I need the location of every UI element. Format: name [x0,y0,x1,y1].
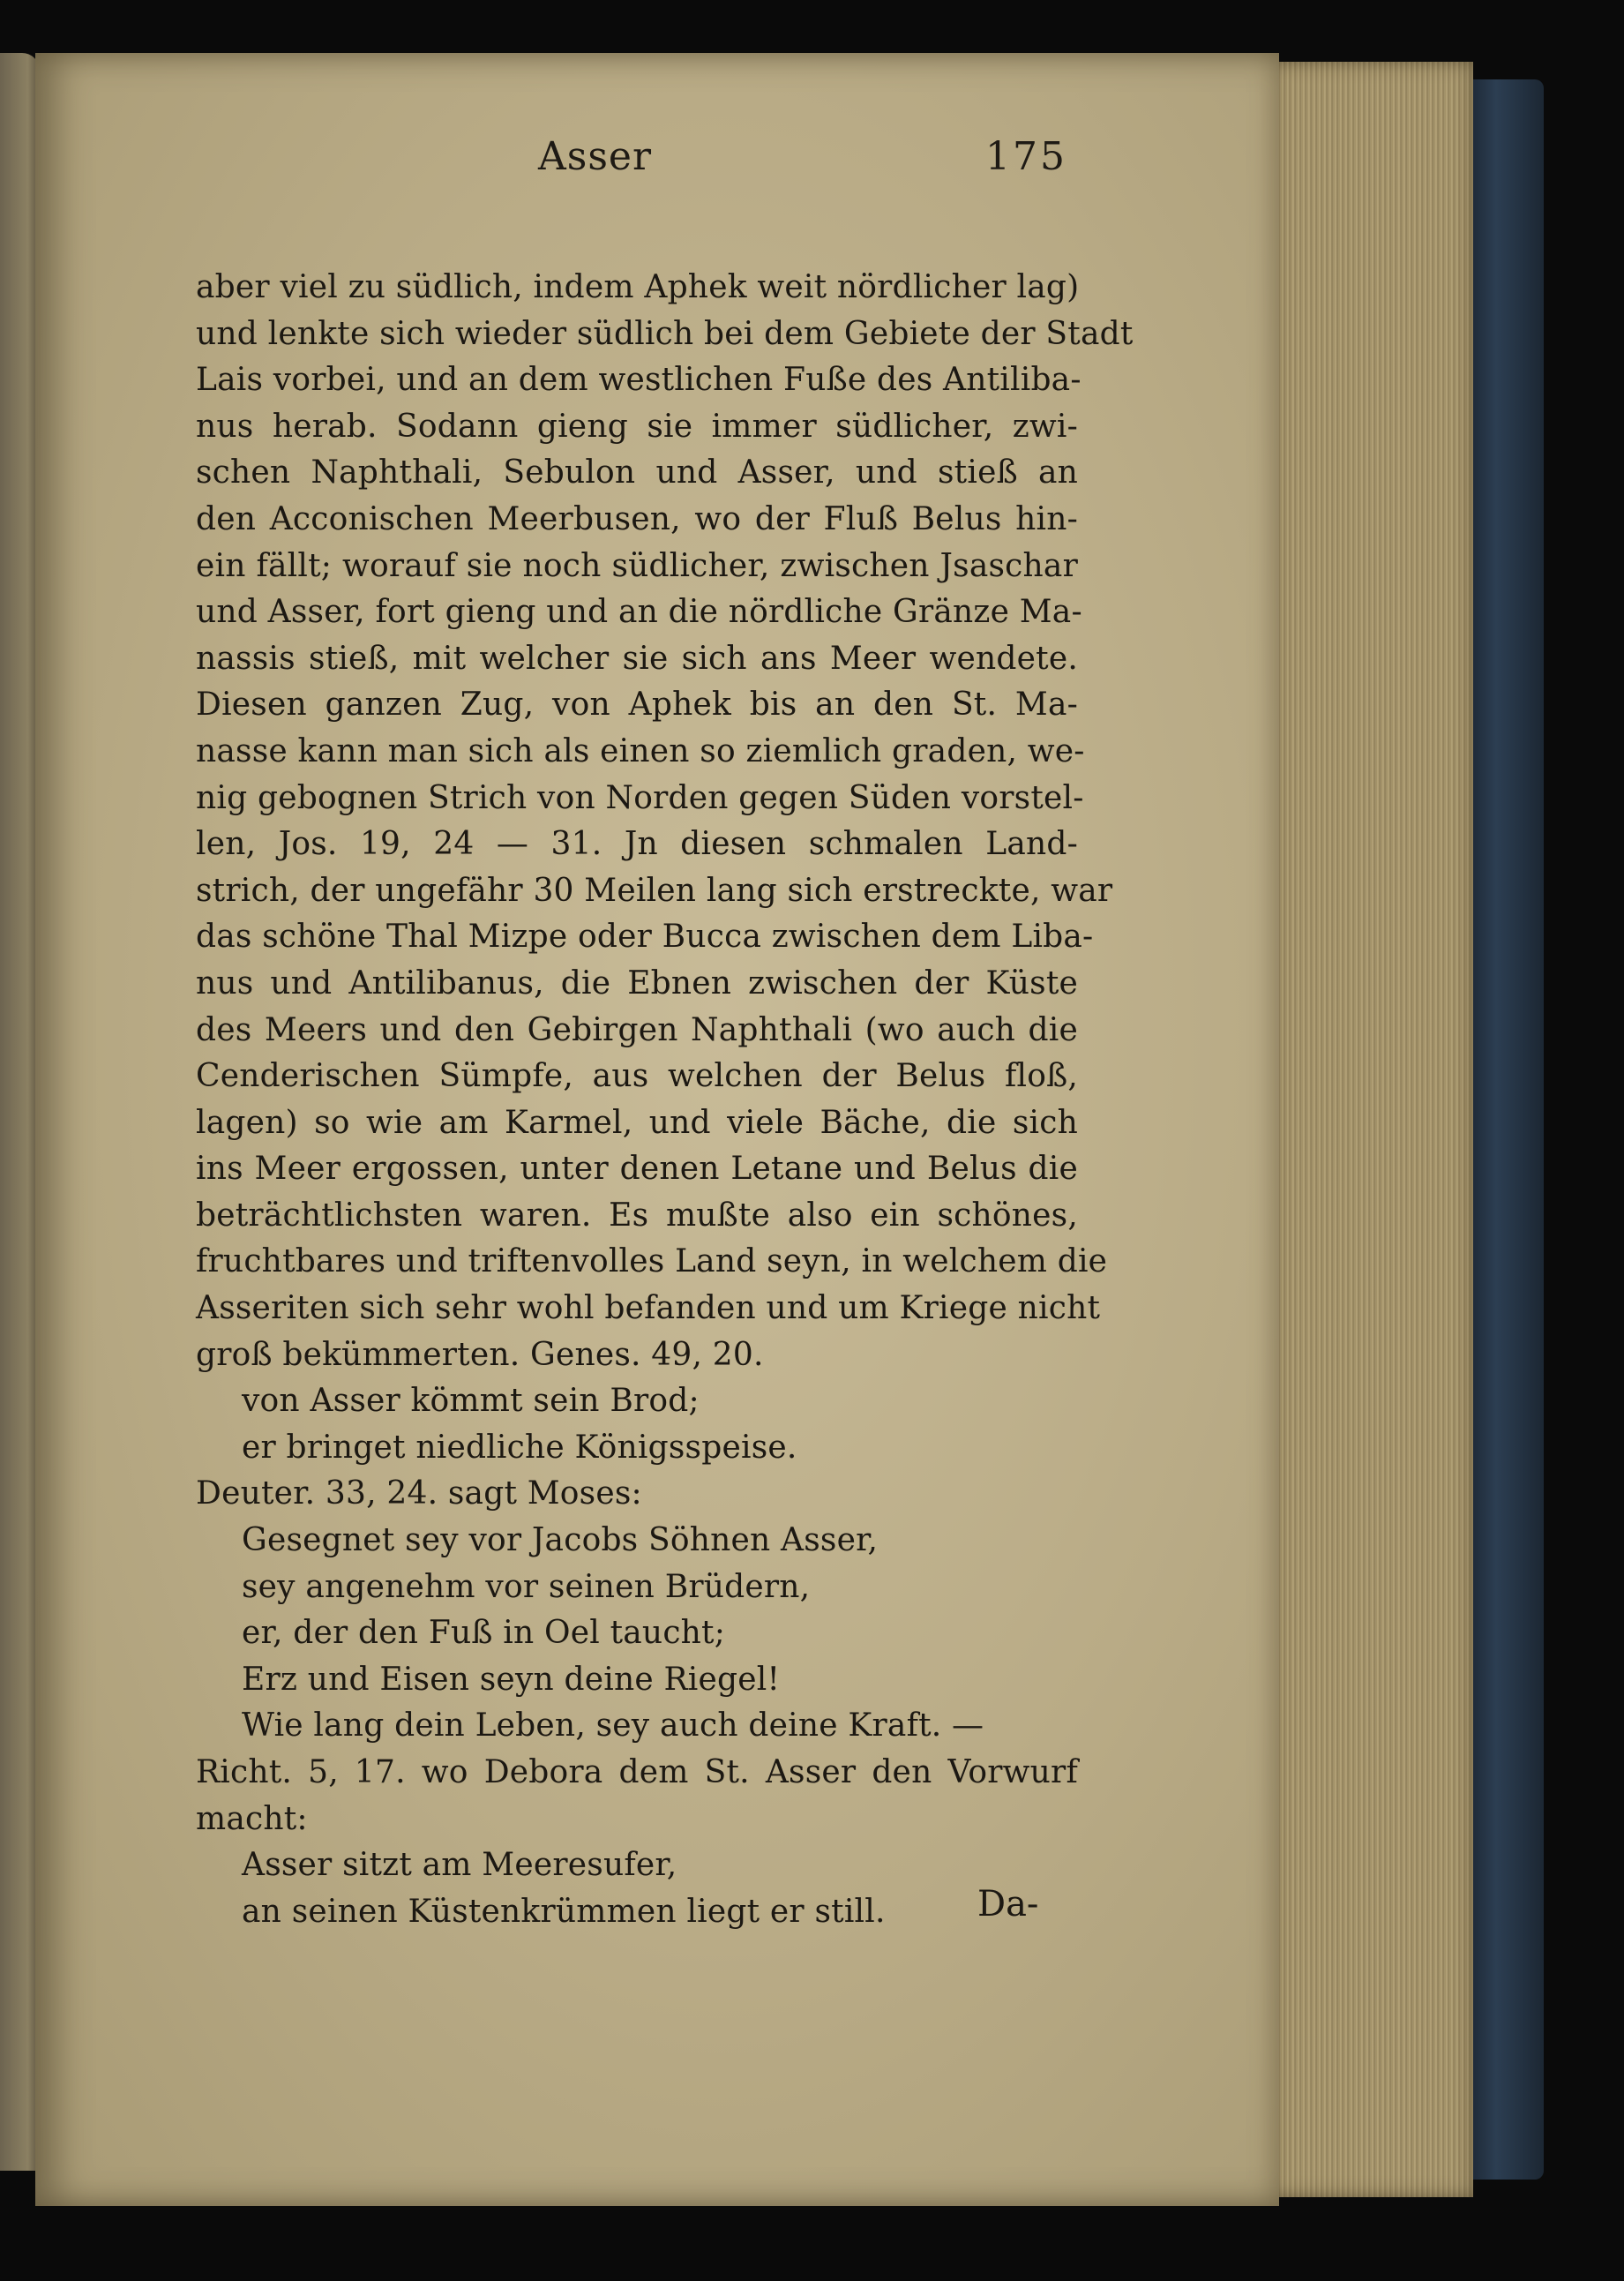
text-line: und Asser, fort gieng und an die nördliche Gränze Ma- [196,594,1082,631]
text-line: macht: [196,1800,308,1837]
text-line: er, der den Fuß in Oel taucht; [242,1615,726,1652]
text-line: nig gebognen Strich von Norden gegen Süden vorstel- [196,779,1084,816]
text-line: Erz und Eisen seyn deine Riegel! [242,1661,781,1698]
text-line: Deuter. 33, 24. sagt Moses: [196,1475,642,1512]
text-line: Asser sitzt am Meeresufer, [242,1847,677,1884]
text-line: aber viel zu südlich, indem Aphek weit nördlicher lag) [196,269,1080,305]
text-line: den Acconischen Meerbusen, wo der Fluß Belus hin- [196,500,1078,537]
text-line: groß bekümmerten. Genes. 49, 20. [196,1336,764,1373]
text-line: Wie lang dein Leben, sey auch deine Kraft. — [242,1707,984,1745]
text-line: sey angenehm vor seinen Brüdern, [242,1568,811,1605]
page-body-text [196,265,1134,1935]
page-number: 175 [985,134,1067,179]
text-line: Lais vorbei, und an dem westlichen Fuße des Antiliba- [196,362,1081,399]
text-line: nasse kann man sich als einen so ziemlich graden, we- [196,732,1085,769]
text-line: Diesen ganzen Zug, von Aphek bis an den St. Ma- [196,687,1078,724]
text-line: Asseriten sich sehr wohl befanden und um Kriege nicht [196,1290,1101,1327]
page-header [176,134,1067,196]
text-line: er bringet niedliche Königsspeise. [242,1429,797,1466]
text-line: von Asser kömmt sein Brod; [242,1383,700,1420]
text-line: ein fällt; worauf sie noch südlicher, zwischen Jsaschar [196,547,1078,584]
text-line: nassis stieß, mit welcher sie sich ans Meer wendete. [196,640,1078,677]
text-line: Richt. 5, 17. wo Debora dem St. Asser den Vorwurf [196,1754,1078,1790]
text-line: strich, der ungefähr 30 Meilen lang sich erstreckte, war [196,872,1113,909]
text-line: des Meers und den Gebirgen Naphthali (wo auch die [196,1011,1078,1048]
text-line: an seinen Küstenkrümmen liegt er still. [242,1893,886,1930]
text-line: das schöne Thal Mizpe oder Bucca zwischen dem Liba- [196,919,1094,956]
running-head: Asser [538,134,653,179]
text-line: schen Naphthali, Sebulon und Asser, und stieß an [196,454,1078,491]
text-line: und lenkte sich wieder südlich bei dem Gebiete der Stadt [196,315,1134,352]
text-line: len, Jos. 19, 24 — 31. Jn diesen schmalen Land- [196,826,1078,863]
book-cover [1464,79,1544,2180]
previous-page-edge [0,53,40,2171]
text-line: lagen) so wie am Karmel, und viele Bäche, die sich [196,1104,1078,1141]
page-fore-edge [1270,62,1473,2197]
catchword: Da- [977,1884,1039,1925]
text-line: beträchtlichsten waren. Es mußte also ein schönes, [196,1197,1078,1234]
text-line: Cenderischen Sümpfe, aus welchen der Belus floß, [196,1058,1078,1095]
text-line: nus herab. Sodann gieng sie immer südlicher, zwi- [196,408,1078,445]
text-line: ins Meer ergossen, unter denen Letane und Belus die [196,1151,1078,1188]
text-line: fruchtbares und triftenvolles Land seyn, in welchem die [196,1243,1108,1280]
text-line: nus und Antilibanus, die Ebnen zwischen der Küste [196,964,1078,1002]
text-line: Gesegnet sey vor Jacobs Söhnen Asser, [242,1522,879,1559]
